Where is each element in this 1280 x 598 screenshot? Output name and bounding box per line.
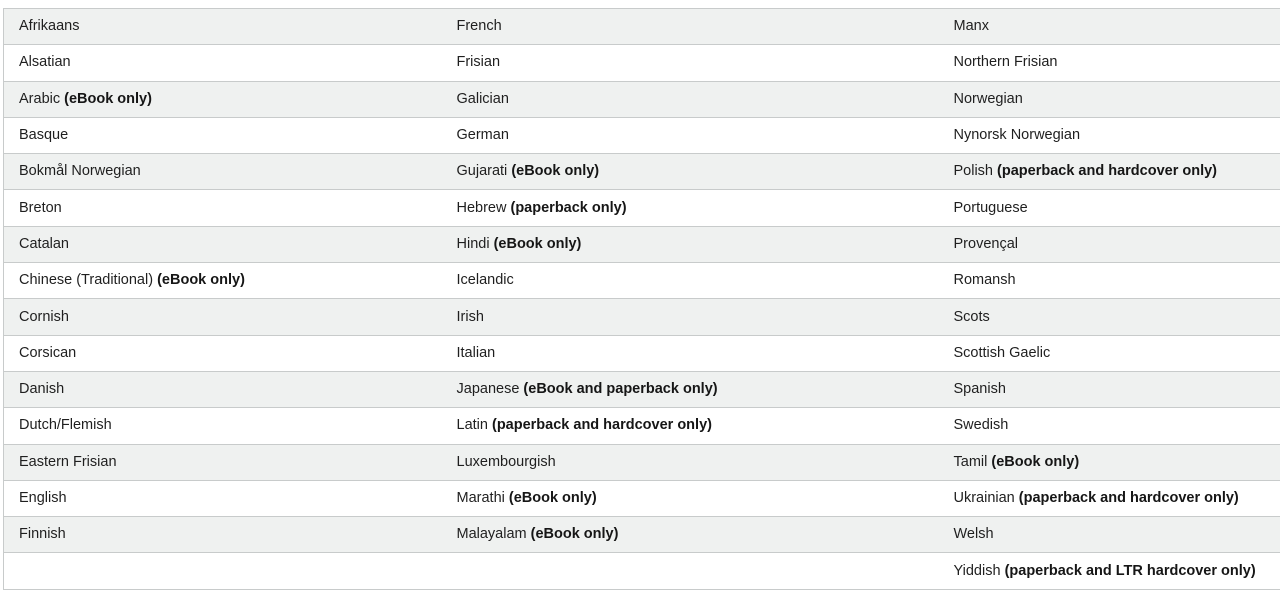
language-name: Finnish: [19, 526, 66, 543]
language-name: Yiddish: [953, 562, 1001, 579]
language-name: Italian: [456, 344, 496, 361]
table-cell: [442, 263, 939, 299]
table-row: [4, 45, 1280, 81]
language-name: Scots: [953, 308, 990, 325]
language-name: Galician: [456, 90, 509, 107]
language-name: Hindi: [456, 235, 490, 252]
language-name: Chinese (Traditional): [19, 272, 154, 289]
table-cell: [442, 299, 939, 335]
language-name: Frisian: [456, 54, 501, 71]
language-name: Eastern Frisian: [19, 453, 117, 470]
language-name: Portuguese: [953, 199, 1028, 216]
table-cell: [4, 371, 442, 407]
language-name: Alsatian: [19, 54, 71, 71]
language-note: (eBook only): [64, 90, 152, 107]
table-row: [4, 263, 1280, 299]
language-name: Polish: [953, 163, 993, 180]
language-name: Ukrainian: [953, 490, 1015, 506]
table-cell: [939, 154, 1280, 190]
table-cell: [939, 335, 1280, 371]
table-cell: [939, 517, 1280, 553]
table-cell: [4, 81, 442, 117]
table-cell: [442, 480, 939, 516]
table-cell: [4, 45, 442, 81]
language-name: French: [456, 18, 502, 35]
table-cell: [442, 335, 939, 371]
table-row: [4, 117, 1280, 153]
table-cell: [442, 154, 939, 190]
language-name: Manx: [953, 18, 989, 35]
language-name: Catalan: [19, 235, 69, 252]
language-name: Hebrew: [456, 199, 507, 216]
table-row: [4, 9, 1280, 45]
table-cell: [4, 444, 442, 480]
language-note: (eBook only): [991, 453, 1080, 470]
table-cell: [939, 190, 1280, 226]
language-note: (eBook only): [511, 163, 600, 180]
table-cell: [442, 517, 939, 553]
languages-table-body: [4, 9, 1280, 590]
language-name: Latin: [456, 417, 488, 434]
table-cell: [4, 553, 442, 589]
language-name: Corsican: [19, 344, 77, 361]
language-note: (paperback and hardcover only): [997, 163, 1218, 180]
language-name: Gujarati: [456, 163, 508, 180]
table-cell: [442, 408, 939, 444]
table-row: [4, 226, 1280, 262]
language-name: Nynorsk Norwegian: [953, 127, 1081, 144]
table-cell: [4, 263, 442, 299]
language-note: (paperback and LTR hardcover only): [1004, 562, 1256, 579]
language-name: Japanese: [456, 381, 520, 398]
table-cell: [4, 226, 442, 262]
table-cell: [4, 117, 442, 153]
language-note: (paperback and hardcover only): [1018, 490, 1239, 506]
table-cell: [4, 154, 442, 190]
language-name: Breton: [19, 199, 62, 216]
table-cell: [442, 81, 939, 117]
language-name: Malayalam: [456, 526, 527, 543]
language-name: Romansh: [953, 272, 1016, 289]
table-cell: [939, 444, 1280, 480]
language-name: Luxembourgish: [456, 453, 556, 470]
language-name: Provençal: [953, 235, 1018, 252]
language-name: Dutch/Flemish: [19, 417, 112, 434]
table-cell: [442, 45, 939, 81]
table-row: [4, 517, 1280, 553]
table-cell: [939, 45, 1280, 81]
table-cell: [4, 517, 442, 553]
table-row: [4, 408, 1280, 444]
language-name: Marathi: [456, 490, 505, 506]
table-cell: [4, 480, 442, 516]
table-cell: [939, 299, 1280, 335]
table-cell: [442, 226, 939, 262]
table-row: [4, 553, 1280, 589]
language-name: Basque: [19, 127, 69, 144]
table-cell: [939, 9, 1280, 45]
language-name: Norwegian: [953, 90, 1023, 107]
language-name: Tamil: [953, 453, 988, 470]
language-name: Swedish: [953, 417, 1009, 434]
table-cell: [4, 190, 442, 226]
language-name: Northern Frisian: [953, 54, 1058, 71]
language-name: Cornish: [19, 308, 69, 325]
table-row: [4, 81, 1280, 117]
table-cell: [442, 190, 939, 226]
language-name: German: [456, 127, 509, 144]
table-row: [4, 444, 1280, 480]
table-cell: [442, 444, 939, 480]
table-row: [4, 190, 1280, 226]
table-cell: [442, 371, 939, 407]
table-row: [4, 335, 1280, 371]
table-cell: [939, 226, 1280, 262]
table-row: [4, 154, 1280, 190]
language-name: Irish: [456, 308, 484, 325]
table-cell: [442, 9, 939, 45]
table-cell: [442, 553, 939, 589]
language-note: (eBook and paperback only): [523, 381, 718, 398]
language-note: (eBook only): [530, 526, 619, 543]
language-name: Spanish: [953, 381, 1006, 398]
table-cell: [939, 117, 1280, 153]
table-cell: [939, 371, 1280, 407]
language-note: (eBook only): [508, 490, 597, 506]
language-name: Arabic: [19, 90, 61, 107]
table-cell: [939, 553, 1280, 589]
language-note: (eBook only): [493, 235, 582, 252]
language-name: English: [19, 490, 67, 506]
language-name: Scottish Gaelic: [953, 344, 1051, 361]
table-cell: [939, 263, 1280, 299]
table-row: [4, 480, 1280, 516]
language-note: (paperback only): [510, 199, 627, 216]
language-note: (paperback and hardcover only): [491, 417, 712, 434]
language-name: Danish: [19, 381, 65, 398]
table-cell: [939, 480, 1280, 516]
table-cell: [939, 81, 1280, 117]
table-row: [4, 299, 1280, 335]
language-name: Icelandic: [456, 272, 514, 289]
table-cell: [442, 117, 939, 153]
languages-table: [3, 8, 1280, 590]
languages-table-container: [3, 8, 1280, 590]
language-name: Afrikaans: [19, 18, 80, 35]
language-note: (eBook only): [157, 272, 245, 289]
language-name: Bokmål Norwegian: [19, 163, 141, 180]
table-row: [4, 371, 1280, 407]
table-cell: [4, 9, 442, 45]
table-cell: [4, 408, 442, 444]
table-cell: [4, 299, 442, 335]
language-name: Welsh: [953, 526, 994, 543]
table-cell: [939, 408, 1280, 444]
table-cell: [4, 335, 442, 371]
